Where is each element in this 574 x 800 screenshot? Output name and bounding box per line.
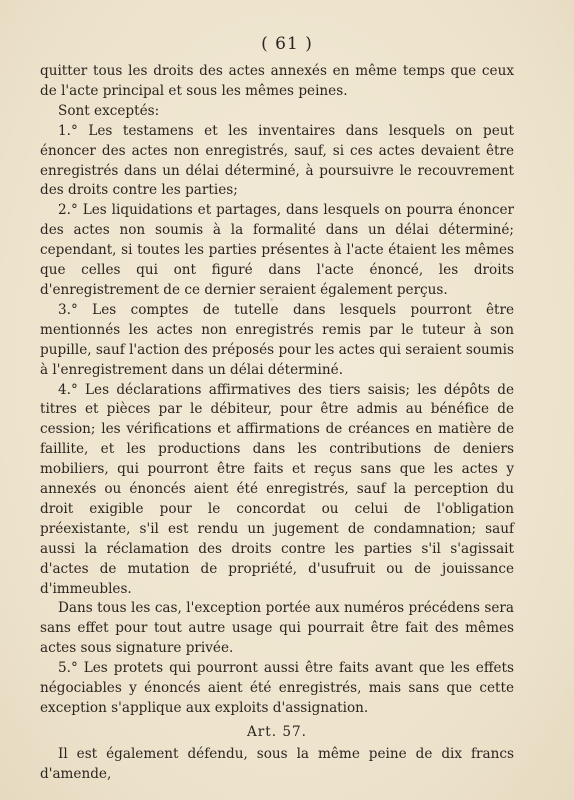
paragraph-item-2: 2.° Les liquidations et partages, dans lesquels on pourra énoncer des actes non soumis à la formalité dans un délai déterminé; cependant, si toutes les parties présentes à l'acte étaient les mêmes que celles qui ont figuré dans l'acte énoncé, les droits d'enregistrement de ce dernier seraient également perçus. [40,202,514,298]
paragraph-item-1: 1.° Les testamens et les inventaires dans lesquels on peut énoncer des actes non enregistrés, sauf, si ces actes devaient être enregistrés dans un délai déterminé, à poursuivre le recouvrement des droits contre les parties; [40,122,514,199]
paragraph-item-3: 3.° Les comptes de tutelle dans lesquels pourront être mentionnés les actes non enregistrés remis par le tuteur à son pupille, sauf l'action des préposés pour les actes qui seraient soumis à l'enregistrement dans un délai déterminé. [40,301,514,378]
paragraph-item-4: 4.° Les déclarations affirmatives des tiers saisis; les dépôts de titres et pièces par le débiteur, pour être admis au bénéfice de cession; les vérifications et affirmations de créances en matière de faillite, et les productions dans les contributions de deniers mobiliers, qui pourront être faits et reçus sans que les actes y annexés ou énoncés aient été enregistrés, sauf la perception du droit exigible pour le concordat ou celui de l'obligation préexistante, s'il est rendu un jugement de condamnation; sauf aussi la réclamation des droits contre les parties s'il s'agissait d'actes de mutation de propriété, d'usufruit ou de jouissance d'immeubles. [40,381,514,597]
paragraph-continuation: quitter tous les droits des actes annexés en même temps que ceux de l'acte principal et sous les mêmes peines. [40,63,514,99]
body-text [40,62,514,785]
page-number: ( 61 ) [261,34,313,54]
paper-speck [385,330,387,332]
paragraph-article-57: Il est également défendu, sous la même peine de dix francs d'amende, [40,745,514,782]
paragraph-exceptions-intro: Sont exceptés: [58,102,160,119]
article-heading: Art. 57. [246,723,308,740]
paragraph-item-5: 5.° Les protets qui pourront aussi être faits avant que les effets négociables y énoncés aient été enregistrés, mais sans que cette exception s'applique aux exploits d'assignation. [40,660,514,716]
paragraph-all-cases: Dans tous les cas, l'exception portée aux numéros précédens sera sans effet pour tout autre usage qui pourrait être fait des mêmes actes sous signature privée. [40,600,514,657]
paper-speck [270,298,273,301]
paper-speck [490,262,492,264]
